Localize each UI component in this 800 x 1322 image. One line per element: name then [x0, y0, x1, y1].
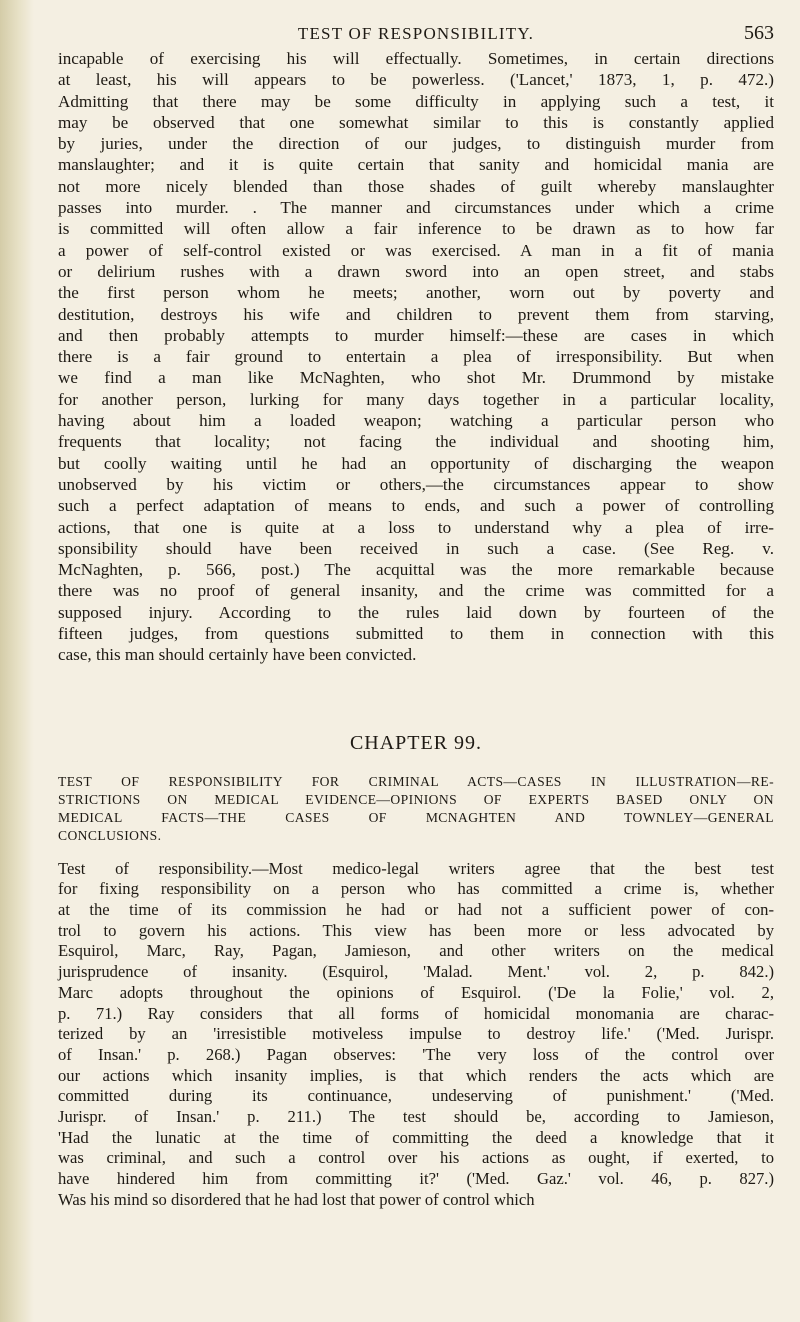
paragraph-test-of-responsibility — [58, 859, 774, 1211]
text-line: a power of self-control existed or was exercised. A man in a fit of mania — [58, 240, 774, 260]
text-line: there was no proof of general insanity, and the crime was committed for a — [58, 581, 774, 601]
page-number: 563 — [744, 22, 774, 44]
paragraph-responsibility-discussion — [58, 48, 774, 666]
text-line: Test of responsibility.—Most medico-legal writers agree that the best test — [58, 858, 774, 878]
text-line: the first person whom he meets; another, worn out by poverty and — [58, 283, 774, 303]
text-line: unobserved by his victim or others,—the circumstances appear to show — [58, 474, 774, 494]
text-line: but coolly waiting until he had an opportunity of discharging the weapon — [58, 453, 774, 473]
text-line: terized by an 'irresistible motiveless impulse to destroy life.' ('Med. Jurispr. — [58, 1024, 774, 1044]
summary-line: CONCLUSIONS. — [58, 827, 162, 843]
text-line: is committed will often allow a fair inference to be drawn as to how far — [58, 219, 774, 239]
text-line: Jurispr. of Insan.' p. 211.) The test should be, according to Jamieson, — [58, 1107, 774, 1127]
text-line: or delirium rushes with a drawn sword into an open street, and stabs — [58, 261, 774, 281]
text-line: jurisprudence of insanity. (Esquirol, 'Malad. Ment.' vol. 2, p. 842.) — [58, 962, 774, 982]
book-page — [58, 22, 774, 1211]
text-line: was criminal, and such a control over his actions as ought, if exerted, to — [58, 1148, 774, 1168]
text-line: and then probably attempts to murder himself:—these are cases in which — [58, 325, 774, 345]
text-line: destitution, destroys his wife and children to prevent them from starving, — [58, 304, 774, 324]
text-line: having about him a loaded weapon; watching a particular person who — [58, 411, 774, 431]
chapter-heading: CHAPTER 99. — [349, 731, 483, 754]
text-line: frequents that locality; not facing the individual and shooting him, — [58, 432, 774, 452]
text-line: supposed injury. According to the rules laid down by fourteen of the — [58, 602, 774, 622]
running-head — [58, 22, 774, 48]
text-line: for fixing responsibility on a person who has committed a crime is, whether — [58, 879, 774, 899]
text-line: Marc adopts throughout the opinions of Esquirol. ('De la Folie,' vol. 2, — [58, 982, 774, 1002]
text-line: 'Had the lunatic at the time of committing the deed a knowledge that it — [58, 1127, 774, 1147]
text-line: by juries, under the direction of our judges, to distinguish murder from — [58, 134, 774, 154]
text-line: manslaughter; and it is quite certain that sanity and homicidal mania are — [58, 155, 774, 175]
text-line: Admitting that there may be some difficulty in applying such a test, it — [58, 91, 774, 111]
page-binding-shadow — [0, 0, 34, 1322]
text-line: p. 71.) Ray considers that all forms of homicidal monomania are charac- — [58, 1003, 774, 1023]
text-line: committed during its continuance, undeserving of punishment.' ('Med. — [58, 1086, 774, 1106]
summary-line: STRICTIONS ON MEDICAL EVIDENCE—OPINIONS OF EXPERTS BASED ONLY ON — [58, 791, 774, 807]
text-line: at least, his will appears to be powerless. ('Lancet,' 1873, 1, p. 472.) — [58, 70, 774, 90]
text-line: case, this man should certainly have been convicted. — [58, 645, 417, 665]
text-line: have hindered him from committing it?' ('Med. Gaz.' vol. 46, p. 827.) — [58, 1169, 774, 1189]
text-line: may be observed that one somewhat similar to this is constantly applied — [58, 112, 774, 132]
text-line: Was his mind so disordered that he had lost that power of control which — [58, 1189, 535, 1209]
text-line: Esquirol, Marc, Ray, Pagan, Jamieson, and other writers on the medical — [58, 941, 774, 961]
text-line: for another person, lurking for many days together in a particular locality, — [58, 389, 774, 409]
text-line: sponsibility should have been received in such a case. (See Reg. v. — [58, 538, 774, 558]
text-line: trol to govern his actions. This view has been more or less advocated by — [58, 920, 774, 940]
text-line: we find a man like McNaghten, who shot Mr. Drummond by mistake — [58, 368, 774, 388]
text-line: of Insan.' p. 268.) Pagan observes: 'The very loss of the control over — [58, 1044, 774, 1064]
text-line: there is a fair ground to entertain a plea of irresponsibility. But when — [58, 347, 774, 367]
summary-line: MEDICAL FACTS—THE CASES OF MCNAGHTEN AND TOWNLEY—GENERAL — [58, 809, 774, 825]
text-line: McNaghten, p. 566, post.) The acquittal was the more remarkable because — [58, 560, 774, 580]
text-line: passes into murder. . The manner and circumstances under which a crime — [58, 198, 774, 218]
text-line: actions, that one is quite at a loss to understand why a plea of irre- — [58, 517, 774, 537]
chapter-summary — [58, 773, 774, 845]
running-title: TEST OF RESPONSIBILITY. — [297, 24, 535, 43]
text-line: such a perfect adaptation of means to ends, and such a power of controlling — [58, 496, 774, 516]
text-line: fifteen judges, from questions submitted to them in connection with this — [58, 624, 774, 644]
text-line: at the time of its commission he had or had not a sufficient power of con- — [58, 900, 774, 920]
text-line: incapable of exercising his will effectually. Sometimes, in certain directions — [58, 49, 774, 68]
summary-line: TEST OF RESPONSIBILITY FOR CRIMINAL ACTS—CASES IN ILLUSTRATION—RE- — [58, 773, 774, 789]
text-line: our actions which insanity implies, is that which renders the acts which are — [58, 1065, 774, 1085]
text-line: not more nicely blended than those shades of guilt whereby manslaughter — [58, 176, 774, 196]
